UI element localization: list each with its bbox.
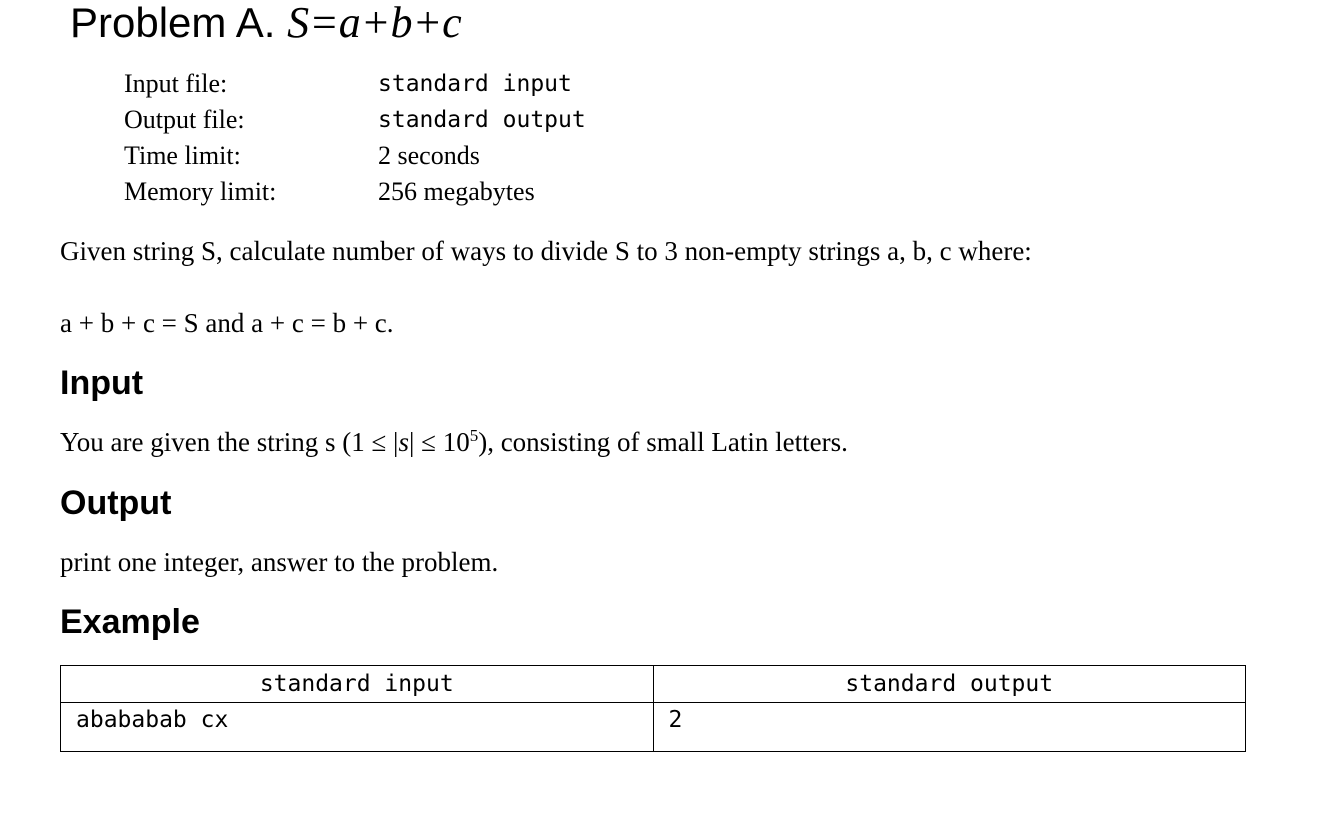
limits-row-output-file bbox=[124, 102, 586, 138]
limits-row-time-limit bbox=[124, 138, 586, 174]
memory-limit-value: 256 megabytes bbox=[378, 177, 535, 206]
output-heading: Output bbox=[60, 484, 172, 522]
input-text-before: You are given the string s (1 ≤ | bbox=[60, 427, 399, 457]
time-limit-label: Time limit: bbox=[124, 141, 241, 170]
input-file-label: Input file: bbox=[124, 69, 228, 98]
problem-title bbox=[70, 0, 462, 46]
output-file-label: Output file: bbox=[124, 105, 245, 134]
time-limit-value: 2 seconds bbox=[378, 141, 480, 170]
input-text-mid: | ≤ 10 bbox=[408, 427, 470, 457]
example-output-value: 2 bbox=[653, 703, 1246, 752]
input-text-exponent: 5 bbox=[469, 426, 479, 445]
example-header-row bbox=[61, 666, 1246, 703]
example-data-row bbox=[61, 703, 1246, 752]
memory-limit-label: Memory limit: bbox=[124, 177, 277, 206]
problem-title-formula: S=a+b+c bbox=[287, 0, 462, 47]
limits-row-memory-limit bbox=[124, 174, 586, 210]
example-input-header: standard input bbox=[61, 666, 654, 703]
statement-line-2: a + b + c = S and a + c = b + c. bbox=[60, 308, 394, 338]
output-file-value: standard output bbox=[378, 107, 586, 133]
statement-line-1: Given string S, calculate number of ways to divide S to 3 non-empty strings a, b, c where: bbox=[60, 236, 1032, 266]
input-text-var: s bbox=[398, 427, 409, 457]
output-description: print one integer, answer to the problem. bbox=[60, 547, 499, 577]
example-input-value: abababab cx bbox=[61, 703, 654, 752]
limits-table bbox=[124, 66, 586, 210]
limits-row-input-file bbox=[124, 66, 586, 102]
problem-title-prefix: Problem A. bbox=[70, 0, 276, 46]
input-heading: Input bbox=[60, 364, 144, 402]
example-output-header: standard output bbox=[653, 666, 1246, 703]
input-description bbox=[60, 425, 848, 459]
example-heading: Example bbox=[60, 603, 200, 641]
example-table bbox=[60, 665, 1246, 752]
input-text-after: ), consisting of small Latin letters. bbox=[478, 427, 848, 457]
input-file-value: standard input bbox=[378, 71, 572, 97]
